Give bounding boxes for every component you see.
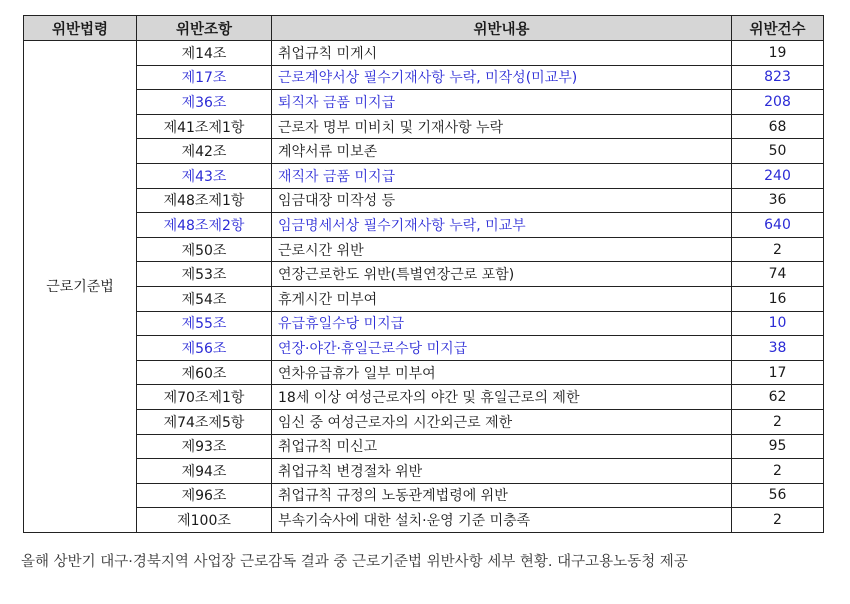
count-cell: 62 xyxy=(732,385,824,410)
count-cell: 208 xyxy=(732,90,824,115)
count-cell: 56 xyxy=(732,483,824,508)
count-cell: 2 xyxy=(732,459,824,484)
article-cell: 제43조 xyxy=(137,163,272,188)
content-cell: 근로자 명부 미비치 및 기재사항 누락 xyxy=(272,114,732,139)
count-cell: 68 xyxy=(732,114,824,139)
article-cell: 제70조제1항 xyxy=(137,385,272,410)
table-row xyxy=(24,188,824,213)
content-cell: 재직자 금품 미지급 xyxy=(272,163,732,188)
count-cell: 36 xyxy=(732,188,824,213)
article-cell: 제42조 xyxy=(137,139,272,164)
header-content: 위반내용 xyxy=(272,16,732,41)
content-cell: 임신 중 여성근로자의 시간외근로 제한 xyxy=(272,409,732,434)
content-cell: 18세 이상 여성근로자의 야간 및 휴일근로의 제한 xyxy=(272,385,732,410)
content-cell: 임금대장 미작성 등 xyxy=(272,188,732,213)
article-cell: 제55조 xyxy=(137,311,272,336)
content-cell: 연장근로한도 위반(특별연장근로 포함) xyxy=(272,262,732,287)
table-row xyxy=(24,139,824,164)
table-header-row xyxy=(24,16,824,41)
article-cell: 제96조 xyxy=(137,483,272,508)
table-row xyxy=(24,65,824,90)
count-cell: 38 xyxy=(732,336,824,361)
table-row xyxy=(24,385,824,410)
article-cell: 제48조제1항 xyxy=(137,188,272,213)
table-row xyxy=(24,459,824,484)
table-row xyxy=(24,508,824,533)
content-cell: 근로시간 위반 xyxy=(272,237,732,262)
content-cell: 취업규칙 미신고 xyxy=(272,434,732,459)
count-cell: 10 xyxy=(732,311,824,336)
table-row xyxy=(24,286,824,311)
content-cell: 취업규칙 변경절차 위반 xyxy=(272,459,732,484)
article-cell: 제48조제2항 xyxy=(137,213,272,238)
article-cell: 제17조 xyxy=(137,65,272,90)
article-cell: 제50조 xyxy=(137,237,272,262)
content-cell: 취업규칙 규정의 노동관계법령에 위반 xyxy=(272,483,732,508)
violations-table-container xyxy=(23,15,823,533)
table-row xyxy=(24,483,824,508)
count-cell: 16 xyxy=(732,286,824,311)
header-count: 위반건수 xyxy=(732,16,824,41)
count-cell: 240 xyxy=(732,163,824,188)
article-cell: 제93조 xyxy=(137,434,272,459)
count-cell: 19 xyxy=(732,41,824,66)
header-article: 위반조항 xyxy=(137,16,272,41)
table-row xyxy=(24,311,824,336)
article-cell: 제41조제1항 xyxy=(137,114,272,139)
article-cell: 제60조 xyxy=(137,360,272,385)
content-cell: 임금명세서상 필수기재사항 누락, 미교부 xyxy=(272,213,732,238)
table-row xyxy=(24,434,824,459)
table-row xyxy=(24,336,824,361)
article-cell: 제100조 xyxy=(137,508,272,533)
table-row xyxy=(24,114,824,139)
table-row xyxy=(24,163,824,188)
table-row xyxy=(24,262,824,287)
count-cell: 2 xyxy=(732,409,824,434)
table-row xyxy=(24,213,824,238)
content-cell: 퇴직자 금품 미지급 xyxy=(272,90,732,115)
article-cell: 제56조 xyxy=(137,336,272,361)
violations-table xyxy=(23,15,824,533)
content-cell: 연차유급휴가 일부 미부여 xyxy=(272,360,732,385)
count-cell: 2 xyxy=(732,237,824,262)
table-row xyxy=(24,237,824,262)
table-row xyxy=(24,409,824,434)
count-cell: 50 xyxy=(732,139,824,164)
article-cell: 제94조 xyxy=(137,459,272,484)
table-row xyxy=(24,41,824,66)
count-cell: 74 xyxy=(732,262,824,287)
count-cell: 640 xyxy=(732,213,824,238)
image-caption: 올해 상반기 대구·경북지역 사업장 근로감독 결과 중 근로기준법 위반사항 세부 현황. 대구고용노동청 제공 xyxy=(21,554,688,570)
article-cell: 제74조제5항 xyxy=(137,409,272,434)
article-cell: 제36조 xyxy=(137,90,272,115)
article-cell: 제14조 xyxy=(137,41,272,66)
table-row xyxy=(24,90,824,115)
count-cell: 2 xyxy=(732,508,824,533)
header-law: 위반법령 xyxy=(24,16,137,41)
law-name-cell: 근로기준법 xyxy=(24,41,137,533)
article-cell: 제54조 xyxy=(137,286,272,311)
content-cell: 연장·야간·휴일근로수당 미지급 xyxy=(272,336,732,361)
table-row xyxy=(24,360,824,385)
content-cell: 근로계약서상 필수기재사항 누락, 미작성(미교부) xyxy=(272,65,732,90)
count-cell: 95 xyxy=(732,434,824,459)
content-cell: 휴게시간 미부여 xyxy=(272,286,732,311)
content-cell: 취업규칙 미게시 xyxy=(272,41,732,66)
content-cell: 유급휴일수당 미지급 xyxy=(272,311,732,336)
content-cell: 계약서류 미보존 xyxy=(272,139,732,164)
content-cell: 부속기숙사에 대한 설치·운영 기준 미충족 xyxy=(272,508,732,533)
count-cell: 823 xyxy=(732,65,824,90)
table-body xyxy=(24,41,824,533)
count-cell: 17 xyxy=(732,360,824,385)
article-cell: 제53조 xyxy=(137,262,272,287)
